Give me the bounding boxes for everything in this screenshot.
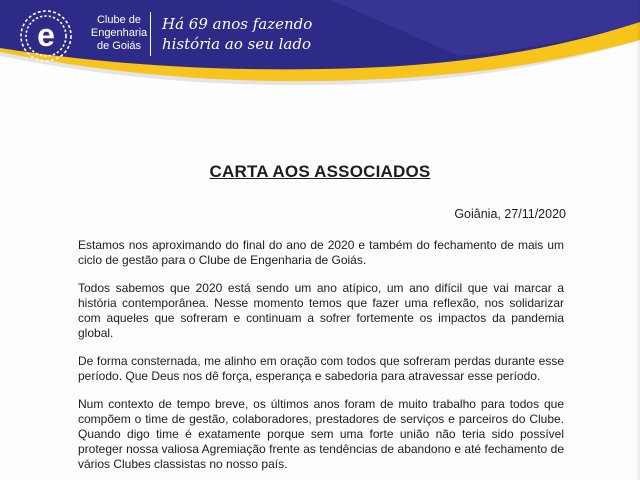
header-divider (150, 12, 151, 56)
svg-text:e: e (37, 17, 55, 53)
letter-date: Goiânia, 27/11/2020 (454, 207, 566, 221)
tagline-line: Há 69 anos fazendo (162, 15, 313, 33)
org-name-line: Clube de (96, 14, 142, 26)
paragraph: De forma consternada, me alinho em oração com todos que sofreram perdas durante esse período. Que Deus nos dê força, esperança e sabedoria para atravessar esse período. (78, 354, 564, 383)
paragraph: Num contexto de tempo breve, os últimos anos foram de muito trabalho para todos que compõem o time de gestão, colaboradores, prestadores de serviços e parceiros do Clube. Quando digo time é exatamente porque sem uma forte união não teria sido possível proteger nossa valiosa Agremiação frente as tendências de abandono e até fechamento de vários Clubes classistas no nosso país. (78, 397, 564, 471)
page-edge-shadow (636, 0, 640, 480)
letter-title: CARTA AOS ASSOCIADOS (209, 162, 431, 181)
letter-body (78, 238, 564, 480)
org-name (84, 14, 154, 53)
org-name-line: Engenharia (90, 27, 148, 39)
tagline-line: história ao seu lado (162, 35, 312, 53)
org-name-line: de Goiás (96, 40, 142, 52)
tagline (162, 14, 312, 54)
paragraph: Estamos nos aproximando do final do ano de 2020 e também do fechamento de mais um ciclo de gestão para o Clube de Engenharia de Goiás. (78, 238, 564, 267)
paragraph: Todos sabemos que 2020 está sendo um ano atípico, um ano difícil que vai marcar a história contemporânea. Nesse momento temos que fazer uma reflexão, nos solidarizar com aqueles que sofreram e continuam a sofrer fortemente os impactos da pandemia global. (78, 281, 564, 340)
clube-engenharia-logo-icon (18, 8, 74, 64)
